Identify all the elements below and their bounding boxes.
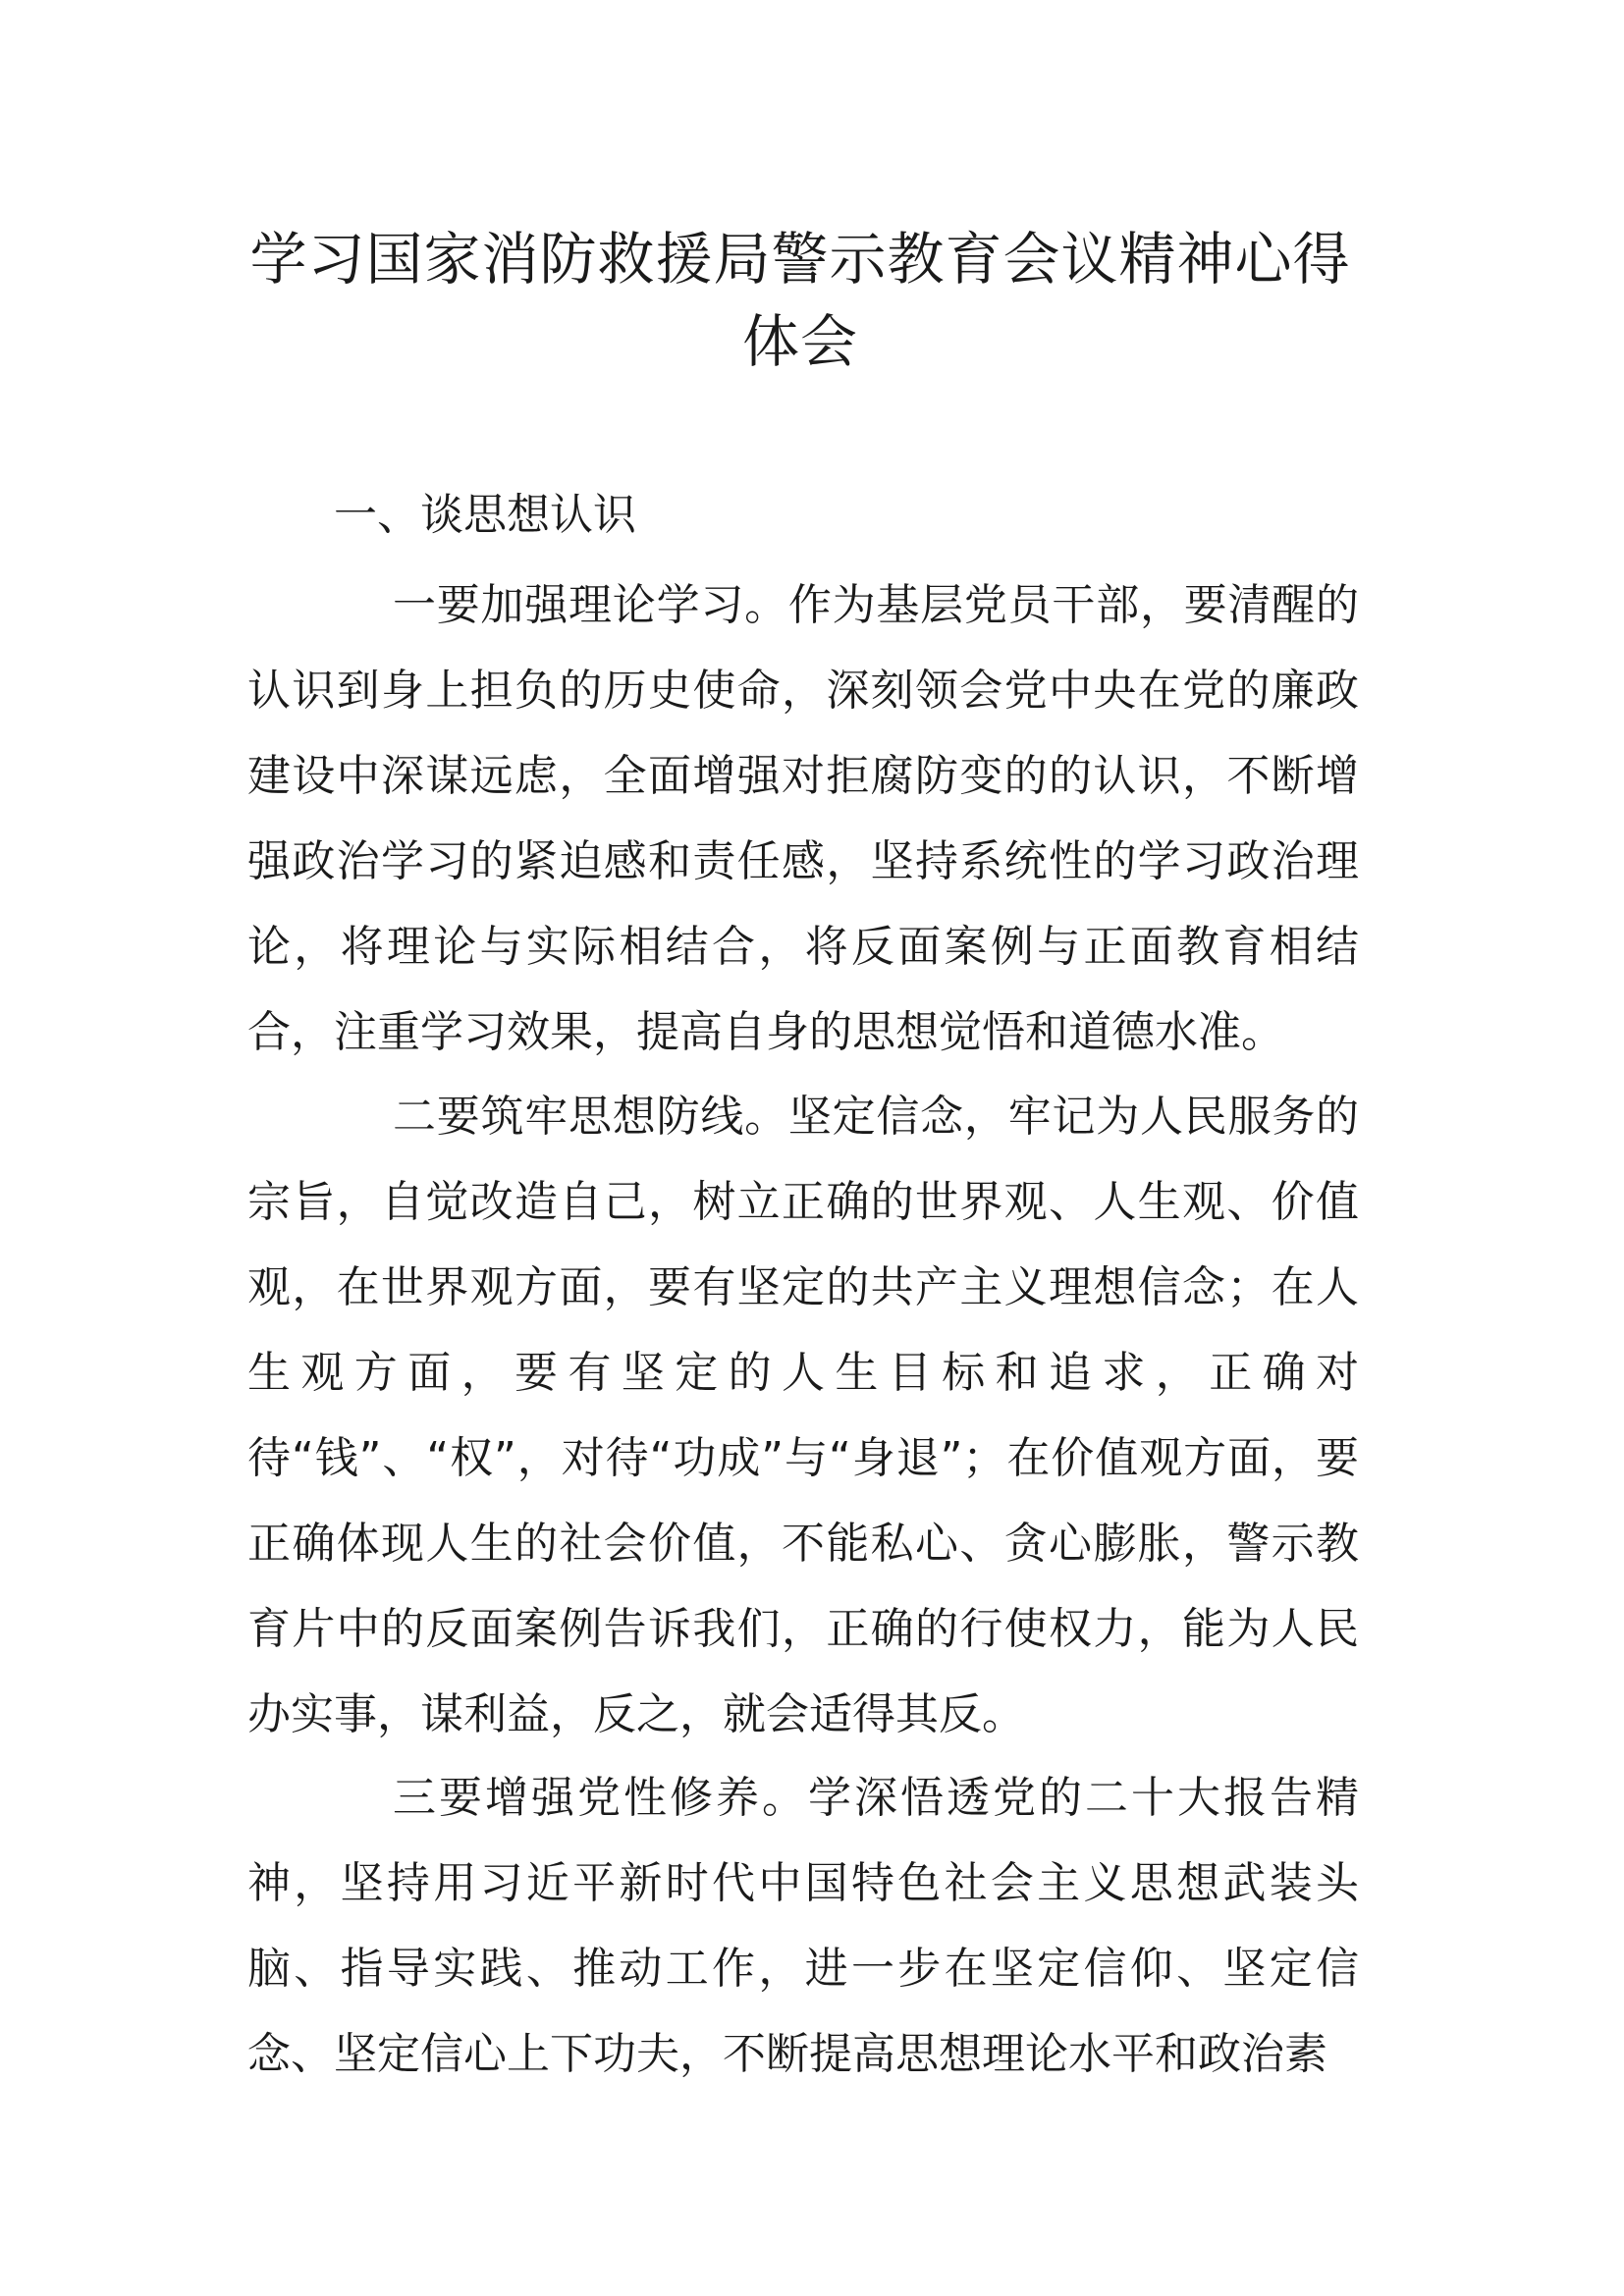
document-title: 学习国家消防救援局警示教育会议精神心得体会 — [249, 226, 1351, 375]
paragraph-theory-study: 一要加强理论学习。作为基层党员干部，要清醒的认识到身上担负的历史使命，深刻领会党中央在党的廉政建设中深谋远虑，全面增强对拒腐防变的的认识，不断增强政治学习的紧迫感和责任感，坚持系统性的学习政治理论，将理论与实际相结合，将反面案例与正面教育相结合，注重学习效果，提高自身的思想觉悟和道德水准。 — [247, 580, 1359, 1057]
section-heading: 一、谈思想认识 — [334, 490, 636, 540]
paragraph-ideological-defense: 二要筑牢思想防线。坚定信念，牢记为人民服务的宗旨，自觉改造自己，树立正确的世界观、人生观、价值观，在世界观方面，要有坚定的共产主义理想信念；在人生观方面，要有坚定的人生目标和追求，正确对待“钱”、“权”，对待“功成”与“身退”；在价值观方面，要正确体现人生的社会价值，不能私心、贪心膨胀，警示教育片中的反面案例告诉我们，正确的行使权力，能为人民办实事，谋利益，反之，就会适得其反。 — [247, 1092, 1359, 1739]
paragraph-party-spirit: 三要增强党性修养。学深悟透党的二十大报告精神，坚持用习近平新时代中国特色社会主义思想武装头脑、指导实践、推动工作，进一步在坚定信仰、坚定信念、坚定信心上下功夫，不断提高思想理论水平和政治素 — [247, 1773, 1359, 2079]
